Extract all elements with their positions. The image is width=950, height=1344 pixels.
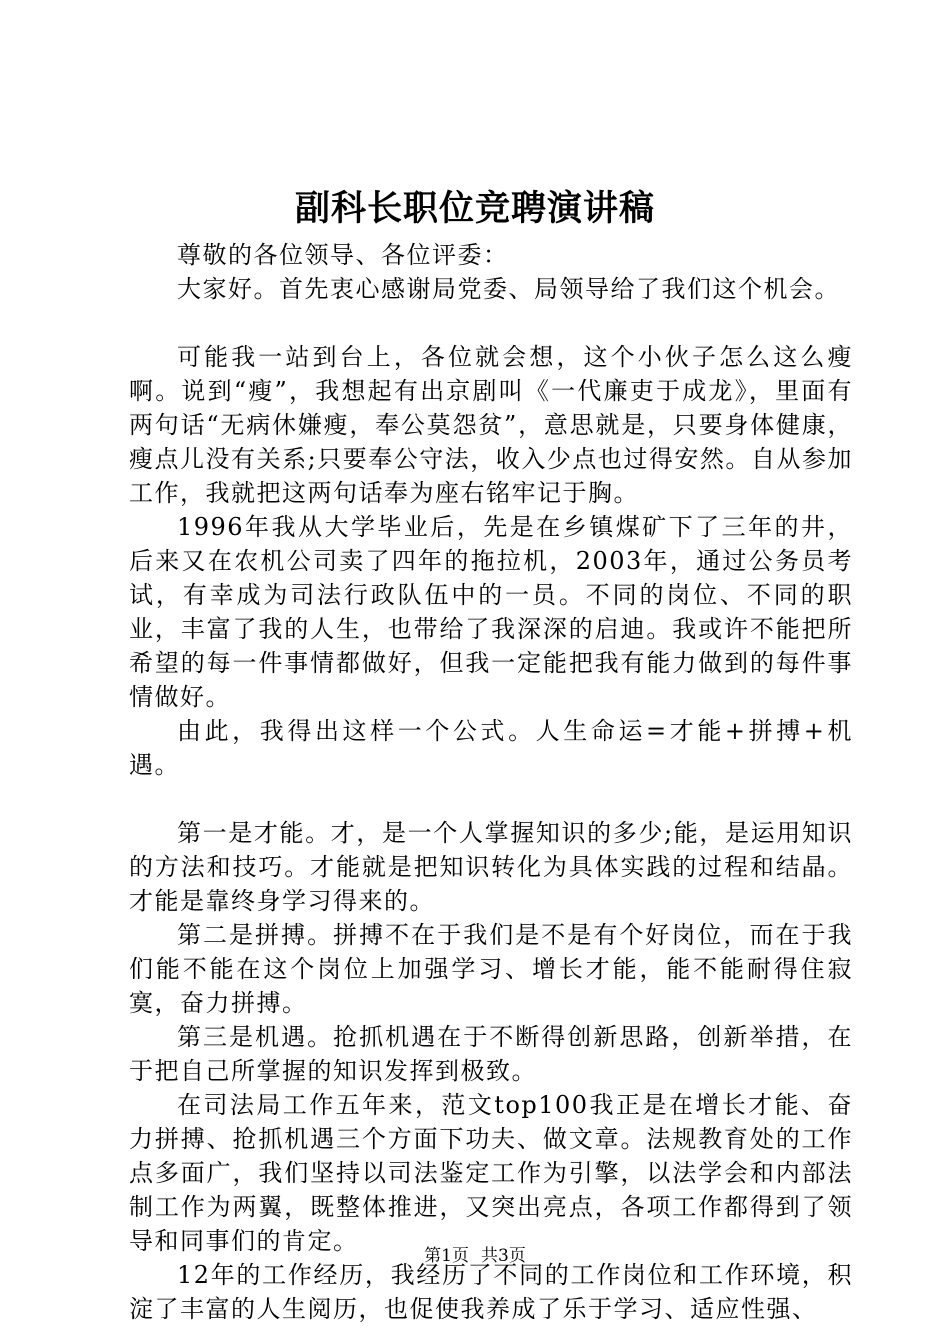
greeting-paragraph: 大家好。首先衷心感谢局党委、局领导给了我们这个机会。 <box>177 275 840 303</box>
page-number: 第1页 <box>424 1246 469 1266</box>
body-paragraph: 可能我一站到台上，各位就会想，这个小伙子怎么这么瘦啊。说到“瘦”，我想起有出京剧叫《一代廉吏于成龙》，里面有两句话“无病休嫌瘦，奉公莫怨贫”，意思就是，只要身体健康，瘦点儿没有关系;只要奉公守法，收入少点也过得安然。自从参加工作，我就把这两句话奉为座右铭牢记于胸。 <box>129 343 853 507</box>
page-footer <box>0 1244 950 1268</box>
paragraph-gap <box>129 782 853 816</box>
document-title: 副科长职位竞聘演讲稿 <box>294 188 655 229</box>
paragraph-gap <box>129 306 853 340</box>
body-paragraph: 12年的工作经历，我经历了不同的工作岗位和工作环境，积淀了丰富的人生阅历，也促使我养成了乐于学习、适应性强、 <box>129 1261 853 1323</box>
body-paragraph: 第三是机遇。抢抓机遇在于不断得创新思路，创新举措，在于把自己所掌握的知识发挥到极致。 <box>129 1023 853 1085</box>
formula-paragraph: 由此，我得出这样一个公式。人生命运=才能+拼搏+机遇。 <box>129 717 853 779</box>
page-total: 共3页 <box>481 1246 526 1266</box>
document-body <box>129 238 853 1326</box>
salutation: 尊敬的各位领导、各位评委： <box>177 241 509 269</box>
body-paragraph: 第二是拼搏。拼搏不在于我们是不是有个好岗位，而在于我们能不能在这个岗位上加强学习、增长才能，能不能耐得住寂寞，奋力拼搏。 <box>129 921 853 1017</box>
body-paragraph: 在司法局工作五年来，范文top100我正是在增长才能、奋力拼搏、抢抓机遇三个方面下功夫、做文章。法规教育处的工作点多面广，我们坚持以司法鉴定工作为引擎，以法学会和内部法制工作为两翼，既整体推进，又突出亮点，各项工作都得到了领导和同事们的肯定。 <box>129 1091 853 1255</box>
body-paragraph: 1996年我从大学毕业后，先是在乡镇煤矿下了三年的井，后来又在农机公司卖了四年的拖拉机，2003年，通过公务员考试，有幸成为司法行政队伍中的一员。不同的岗位、不同的职业，丰富了我的人生，也带给了我深深的启迪。我或许不能把所希望的每一件事情都做好，但我一定能把我有能力做到的每件事情做好。 <box>129 513 853 711</box>
body-paragraph: 第一是才能。才，是一个人掌握知识的多少;能，是运用知识的方法和技巧。才能就是把知识转化为具体实践的过程和结晶。才能是靠终身学习得来的。 <box>129 819 853 915</box>
